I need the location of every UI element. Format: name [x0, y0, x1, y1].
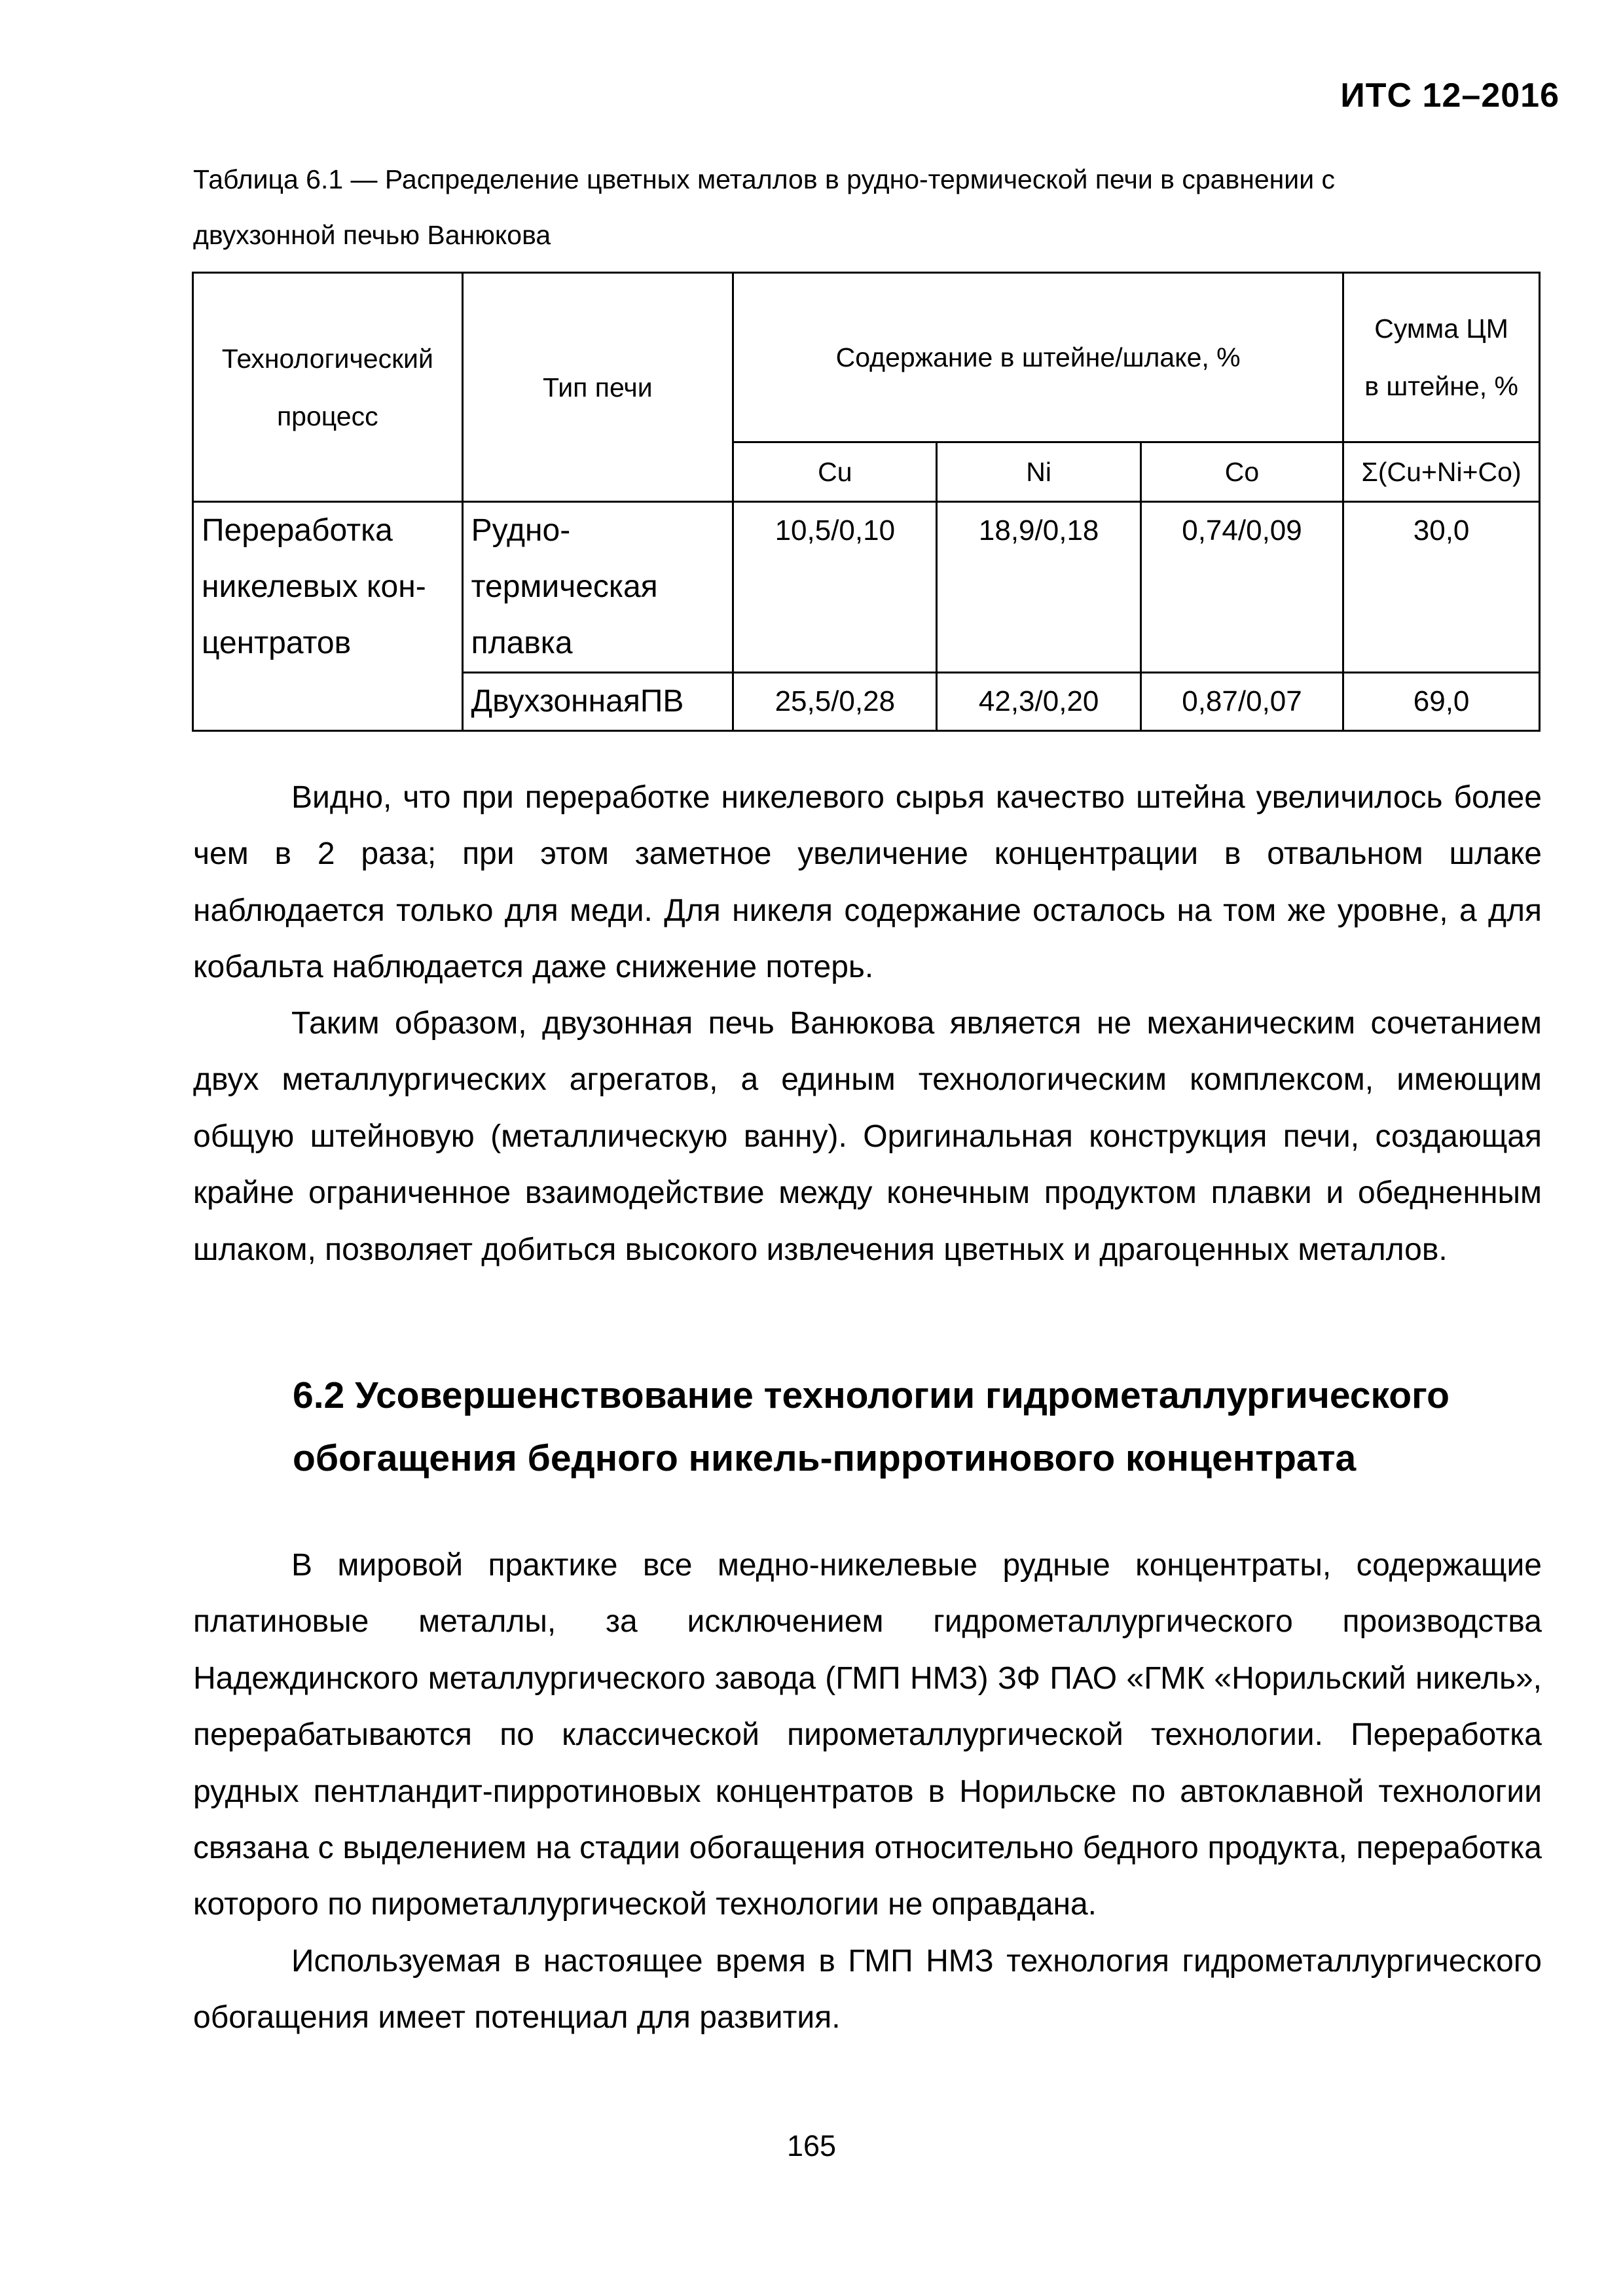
cell-co: 0,74/0,09	[1140, 502, 1343, 673]
metals-distribution-table	[192, 272, 1541, 732]
cell-process: Переработка никелевых кон-центратов	[193, 502, 463, 731]
cell-furnace: ДвухзоннаяПВ	[462, 673, 733, 731]
cell-sum: 69,0	[1343, 673, 1540, 731]
cell-cu: 10,5/0,10	[733, 502, 937, 673]
table-row	[193, 502, 1540, 673]
header-process: Технологический процесс	[193, 273, 463, 502]
header-cu: Cu	[733, 442, 937, 502]
document-code: ИТС 12–2016	[1340, 77, 1559, 115]
cell-sum: 30,0	[1343, 502, 1540, 673]
header-co: Co	[1140, 442, 1343, 502]
header-furnace-type: Тип печи	[462, 273, 733, 502]
table-header-row	[193, 273, 1540, 442]
section-heading: 6.2 Усовершенствование технологии гидрометаллургического обогащения бедного никель-пирротинового концентрата	[293, 1374, 1450, 1479]
cell-furnace: Рудно-термическая плавка	[462, 502, 733, 673]
body-paragraph: В мировой практике все медно-никелевые рудные концентраты, содержащие платиновые металлы, за исключением гидрометаллургического производства Надеждинского металлургического завода (ГМП НМЗ) ЗФ ПАО «ГМК «Норильский никель», перерабатываются по классической пирометаллургической технологии. Переработка рудных пентландит-пирротиновых концентратов в Норильске по автоклавной технологии связана с выделением на стадии обогащения относительно бедного продукта, переработка которого по пирометаллургической технологии не оправдана.	[193, 1548, 1542, 1922]
header-ni: Ni	[937, 442, 1140, 502]
table-caption: Таблица 6.1 — Распределение цветных металлов в рудно-термической печи в сравнении с двухзонной печью Ванюкова	[193, 164, 1335, 250]
cell-ni: 18,9/0,18	[937, 502, 1140, 673]
header-sum-formula: Σ(Cu+Ni+Co)	[1343, 442, 1540, 502]
cell-co: 0,87/0,07	[1140, 673, 1343, 731]
page-number: 165	[786, 2129, 837, 2162]
body-paragraph: Таким образом, двузонная печь Ванюкова является не механическим сочетанием двух металлургических агрегатов, а единым технологическим комплексом, имеющим общую штейновую (металлическую ванну). Оригинальная конструкция печи, создающая крайне ограниченное взаимодействие между конечным продуктом плавки и обедненным шлаком, позволяет добиться высокого извлечения цветных и драгоценных металлов.	[193, 1006, 1542, 1267]
cell-ni: 42,3/0,20	[937, 673, 1140, 731]
header-content: Содержание в штейне/шлаке, %	[733, 273, 1343, 442]
body-paragraph: Используемая в настоящее время в ГМП НМЗ технология гидрометаллургического обогащения имеет потенциал для развития.	[193, 1944, 1542, 2036]
header-sum: Сумма ЦМ в штейне, %	[1343, 273, 1540, 442]
cell-cu: 25,5/0,28	[733, 673, 937, 731]
body-paragraph: Видно, что при переработке никелевого сырья качество штейна увеличилось более чем в 2 раза; при этом заметное увеличение концентрации в отвальном шлаке наблюдается только для меди. Для никеля содержание осталось на том же уровне, а для кобальта наблюдается даже снижение потерь.	[193, 780, 1542, 985]
